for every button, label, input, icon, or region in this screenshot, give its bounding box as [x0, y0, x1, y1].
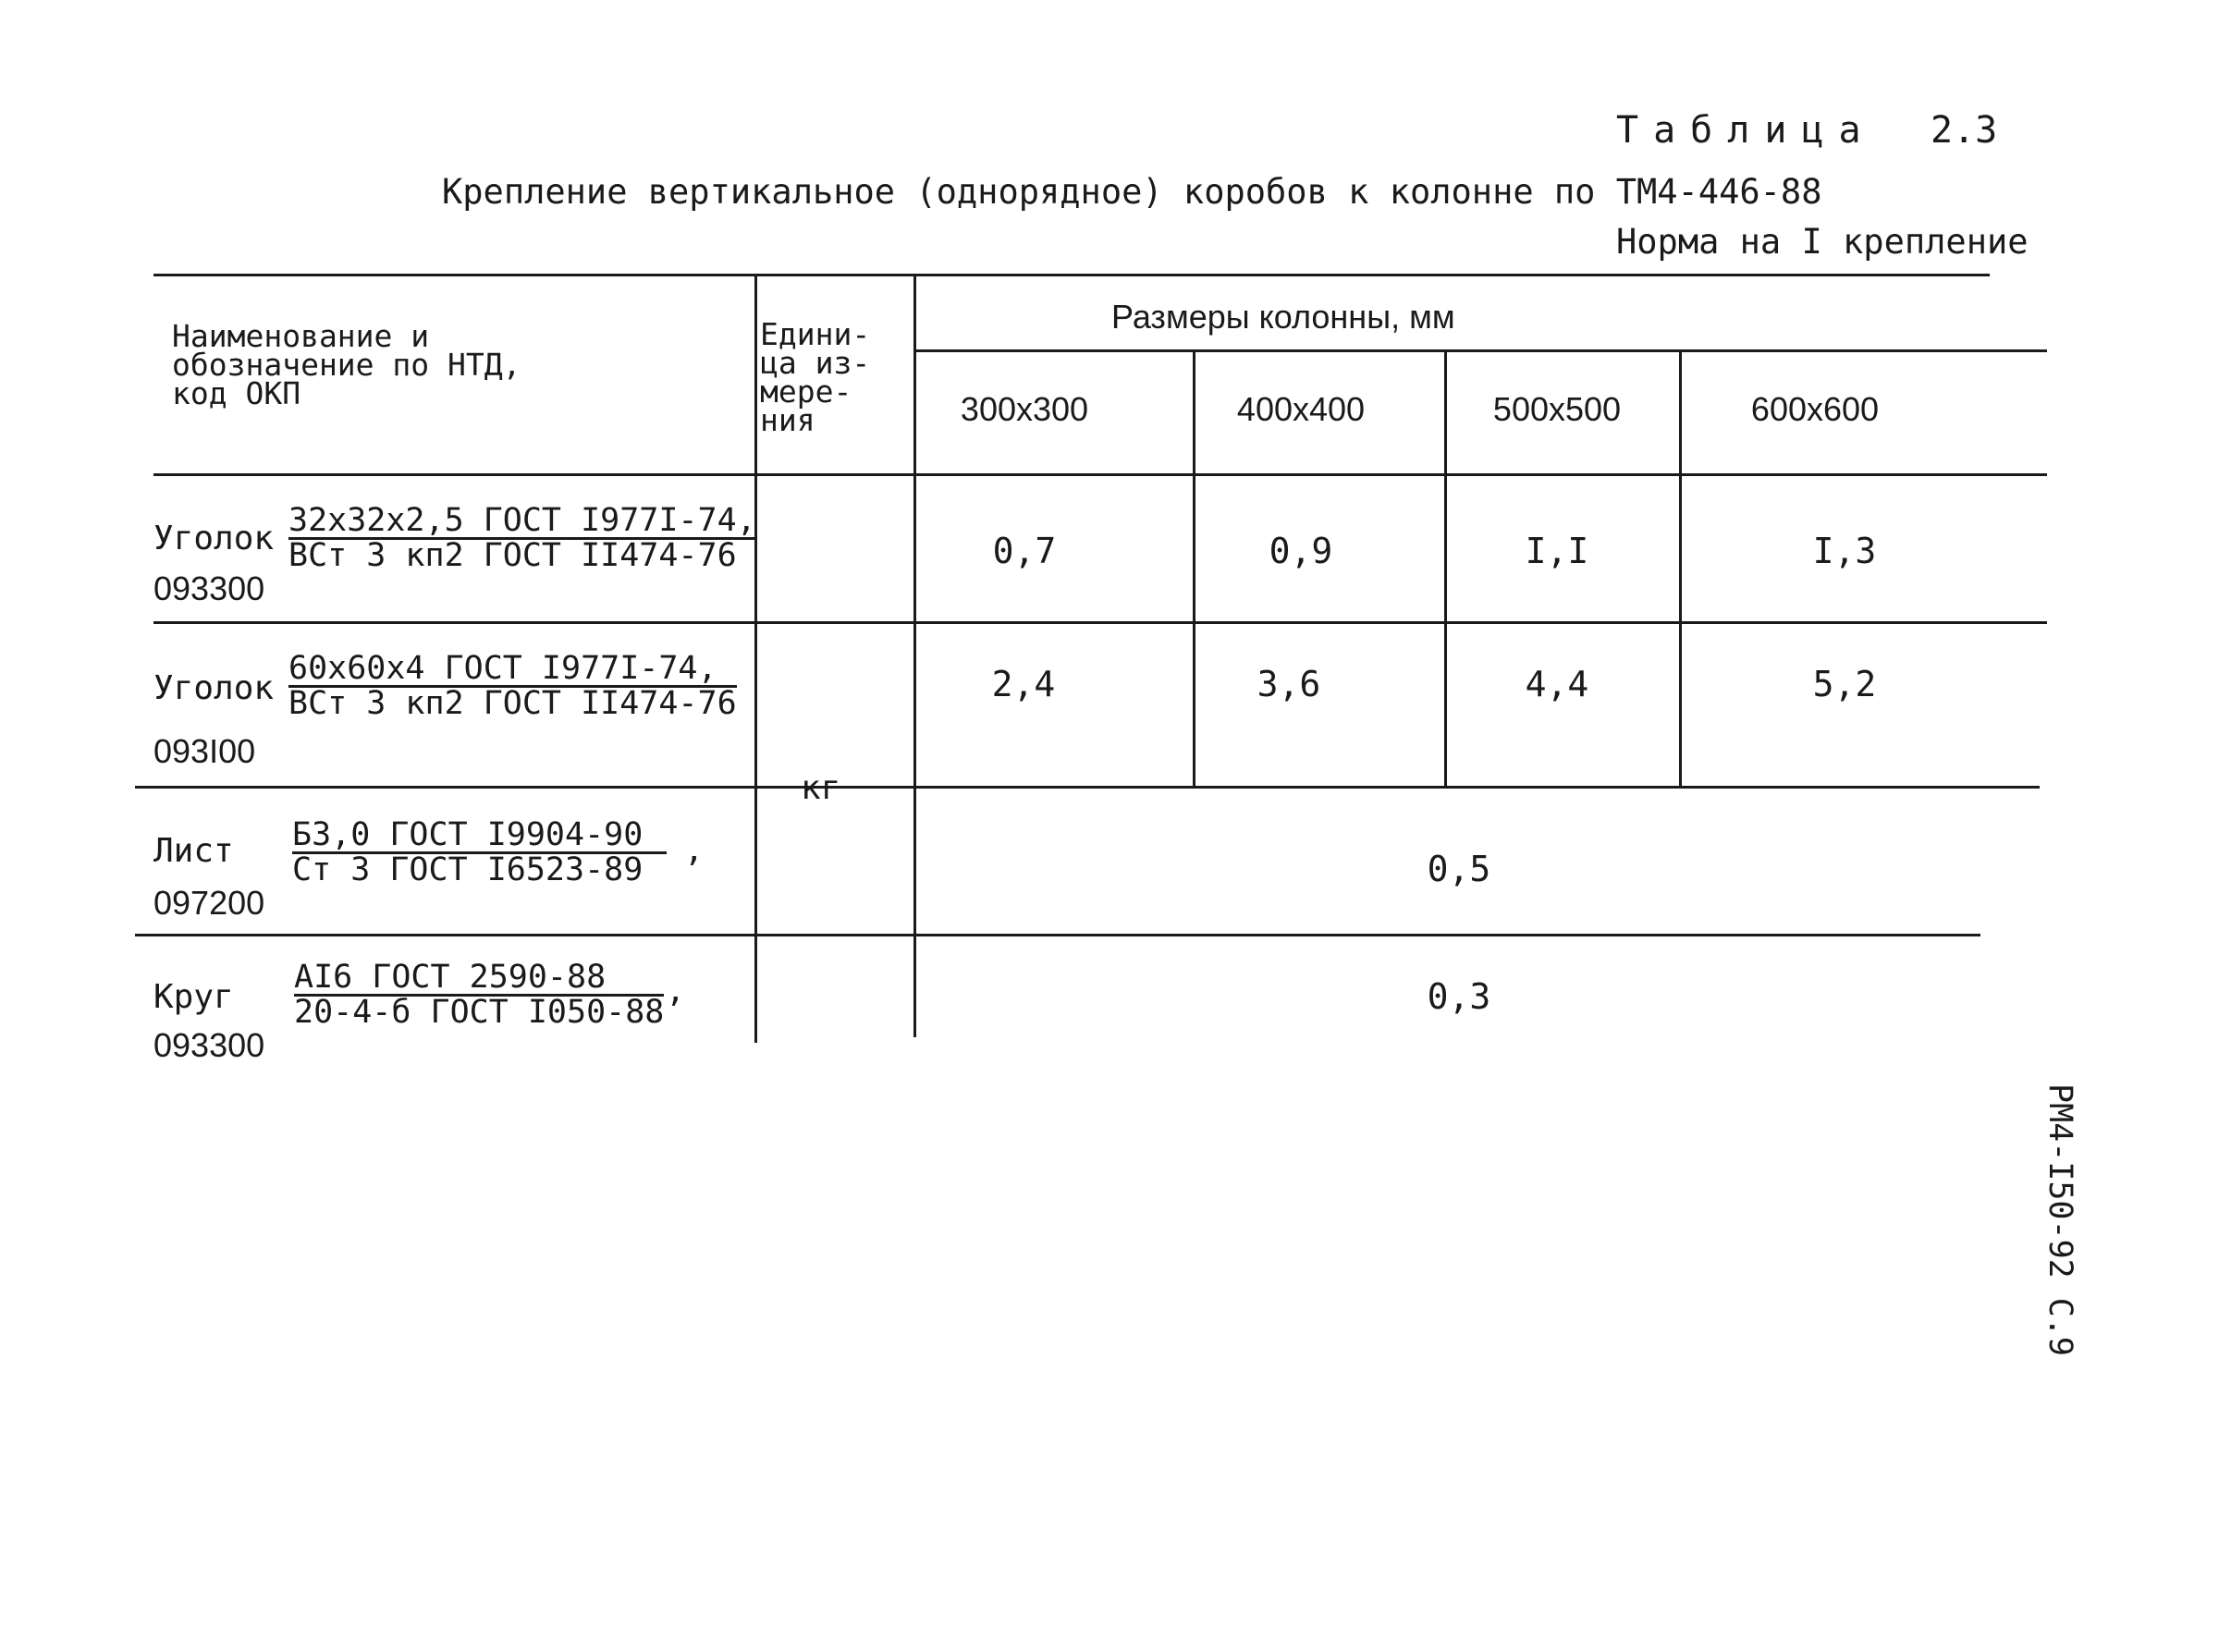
row-code: 093I00: [153, 732, 256, 770]
row-value: 5,2: [1812, 664, 1877, 704]
row-value-merged: 0,3: [1427, 976, 1491, 1017]
row-value: 0,9: [1269, 531, 1333, 571]
row-spec: 32х32х2,5 ГОСТ I977I-74, ВСт 3 кп2 ГОСТ II474-76: [288, 502, 756, 574]
header-sizes: Размеры колонны, мм: [1111, 298, 1455, 336]
header-name-column: Наименование и обозначение по НТД, код ОКП: [172, 318, 521, 411]
header-unit-column: Едини- ца из- мере- ния: [760, 316, 871, 438]
row-spec-suffix: ,: [666, 973, 686, 1010]
table-norm: Норма на I крепление: [1616, 222, 2029, 262]
unit-cell: кг: [801, 769, 841, 807]
size-400: 400х400: [1236, 390, 1366, 428]
row-value: 4,4: [1525, 664, 1589, 704]
row-code: 093300: [153, 569, 265, 607]
row-value: I,3: [1812, 531, 1877, 571]
row-value: 2,4: [991, 664, 1056, 704]
row-code: 097200: [153, 884, 265, 922]
row-name: Лист: [153, 832, 234, 870]
table-title: Крепление вертикальное (однорядное) коробов к колонне по ТМ4-446-88: [442, 172, 1822, 212]
row-spec: АI6 ГОСТ 2590-88 20-4-б ГОСТ I050-88: [294, 959, 665, 1031]
row-name: Круг: [153, 978, 234, 1016]
row-name: Уголок: [153, 669, 275, 707]
row-value: I,I: [1525, 531, 1589, 571]
size-300: 300х300: [960, 390, 1089, 428]
row-spec: 60х60х4 ГОСТ I977I-74, ВСт 3 кп2 ГОСТ II474-76: [288, 650, 737, 722]
size-600: 600х600: [1750, 390, 1880, 428]
row-spec-suffix: ,: [684, 832, 705, 869]
row-value: 3,6: [1257, 664, 1321, 704]
row-spec: Б3,0 ГОСТ I9904-90 Ст 3 ГОСТ I6523-89: [292, 819, 667, 887]
row-code: 093300: [153, 1026, 265, 1064]
row-name: Уголок: [153, 520, 275, 557]
table-number: 2.3: [1931, 109, 1998, 152]
table-label: Таблица: [1616, 109, 1876, 152]
page-code: РМ4-I50-92 С.9: [2041, 1083, 2078, 1357]
row-value-merged: 0,5: [1427, 849, 1491, 889]
row-value: 0,7: [992, 531, 1057, 571]
size-500: 500х500: [1492, 390, 1622, 428]
